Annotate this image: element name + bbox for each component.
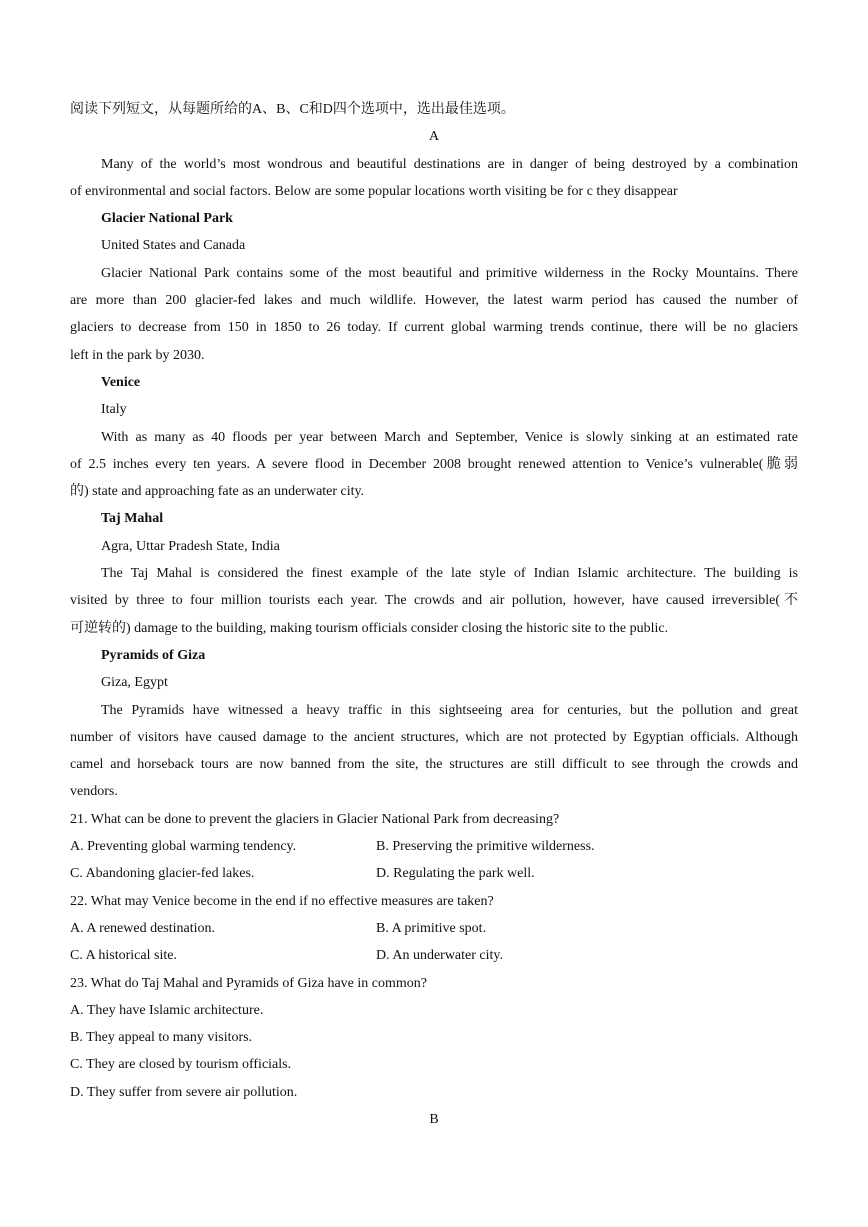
option-b: B. They appeal to many visitors. <box>70 1030 253 1046</box>
option-b: B. A primitive spot. <box>376 920 487 936</box>
section-a-label: A <box>428 129 440 145</box>
place-title: Taj Mahal <box>101 511 164 527</box>
question-stem: 21. What can be done to prevent the glaciers in Glacier National Park from decreasing? <box>70 811 560 827</box>
option-d: D. They suffer from severe air pollution. <box>70 1084 298 1100</box>
section-b-label: B <box>429 1111 439 1127</box>
paragraph-line: left in the park by 2030. <box>70 347 205 363</box>
instruction: 阅读下列短文，从每题所给的A、B、C和D四个选项中，选出最佳选项。 <box>70 102 515 117</box>
option-row <box>70 833 798 860</box>
place-location: Italy <box>101 402 127 418</box>
place-title: Glacier National Park <box>101 211 233 227</box>
option-c: C. Abandoning glacier-fed lakes. <box>70 866 255 882</box>
paragraph-line: With as many as 40 floods per year between March and September, Venice is slowly sinking at an estimated rate <box>101 429 798 445</box>
place-location: Giza, Egypt <box>101 675 168 691</box>
option-c: C. They are closed by tourism officials. <box>70 1057 292 1073</box>
paragraph-line: Glacier National Park contains some of the most beautiful and primitive wilderness in the Rocky Mountains. There <box>101 265 798 281</box>
option-row <box>70 942 798 969</box>
intro-line: Many of the world’s most wondrous and beautiful destinations are in danger of being destroyed by a combination <box>101 156 798 172</box>
option-b: B. Preserving the primitive wilderness. <box>376 839 595 855</box>
intro-line: of environmental and social factors. Below are some popular locations worth visiting be for c they disappear <box>70 183 678 199</box>
question-stem: 23. What do Taj Mahal and Pyramids of Giza have in common? <box>70 975 427 991</box>
place-location: Agra, Uttar Pradesh State, India <box>101 538 280 554</box>
paragraph-line: are more than 200 glacier-fed lakes and much wildlife. However, the latest warm period has caused the number of <box>70 293 798 309</box>
option-c: C. A historical site. <box>70 948 177 964</box>
paragraph-line: visited by three to four million tourists each year. The crowds and air pollution, however, have caused irreversible(不 <box>70 593 798 609</box>
question-stem: 22. What may Venice become in the end if no effective measures are taken? <box>70 893 494 909</box>
place-title: Pyramids of Giza <box>101 647 206 663</box>
option-d: D. Regulating the park well. <box>376 866 535 882</box>
option-row <box>70 915 798 942</box>
paragraph-line: of 2.5 inches every ten years. A severe flood in December 2008 brought renewed attention to Venice’s vulnerable(脆弱 <box>70 456 798 472</box>
paragraph-line: number of visitors have caused damage to the ancient structures, which are not protected by Egyptian officials. Although <box>70 729 798 745</box>
option-d: D. An underwater city. <box>376 948 503 964</box>
paragraph-line: 可逆转的) damage to the building, making tourism officials consider closing the historic site to the public. <box>70 620 669 636</box>
place-title: Venice <box>101 374 141 390</box>
paragraph-line: 的) state and approaching fate as an underwater city. <box>70 484 365 500</box>
place-location: United States and Canada <box>101 238 246 254</box>
paragraph-line: The Taj Mahal is considered the finest example of the late style of Indian Islamic architecture. The building is <box>101 566 798 582</box>
paragraph-line: camel and horseback tours are now banned from the site, the structures are still difficult to see through the crowds and <box>70 757 798 773</box>
paragraph-line: vendors. <box>70 784 118 800</box>
option-a: A. Preventing global warming tendency. <box>70 839 297 855</box>
option-a: A. They have Islamic architecture. <box>70 1002 264 1018</box>
document-page <box>70 96 798 1133</box>
option-row <box>70 860 798 887</box>
paragraph-line: The Pyramids have witnessed a heavy traffic in this sightseeing area for centuries, but the pollution and great <box>101 702 798 718</box>
paragraph-line: glaciers to decrease from 150 in 1850 to 26 today. If current global warming trends continue, there will be no glaciers <box>70 320 798 336</box>
option-a: A. A renewed destination. <box>70 920 216 936</box>
